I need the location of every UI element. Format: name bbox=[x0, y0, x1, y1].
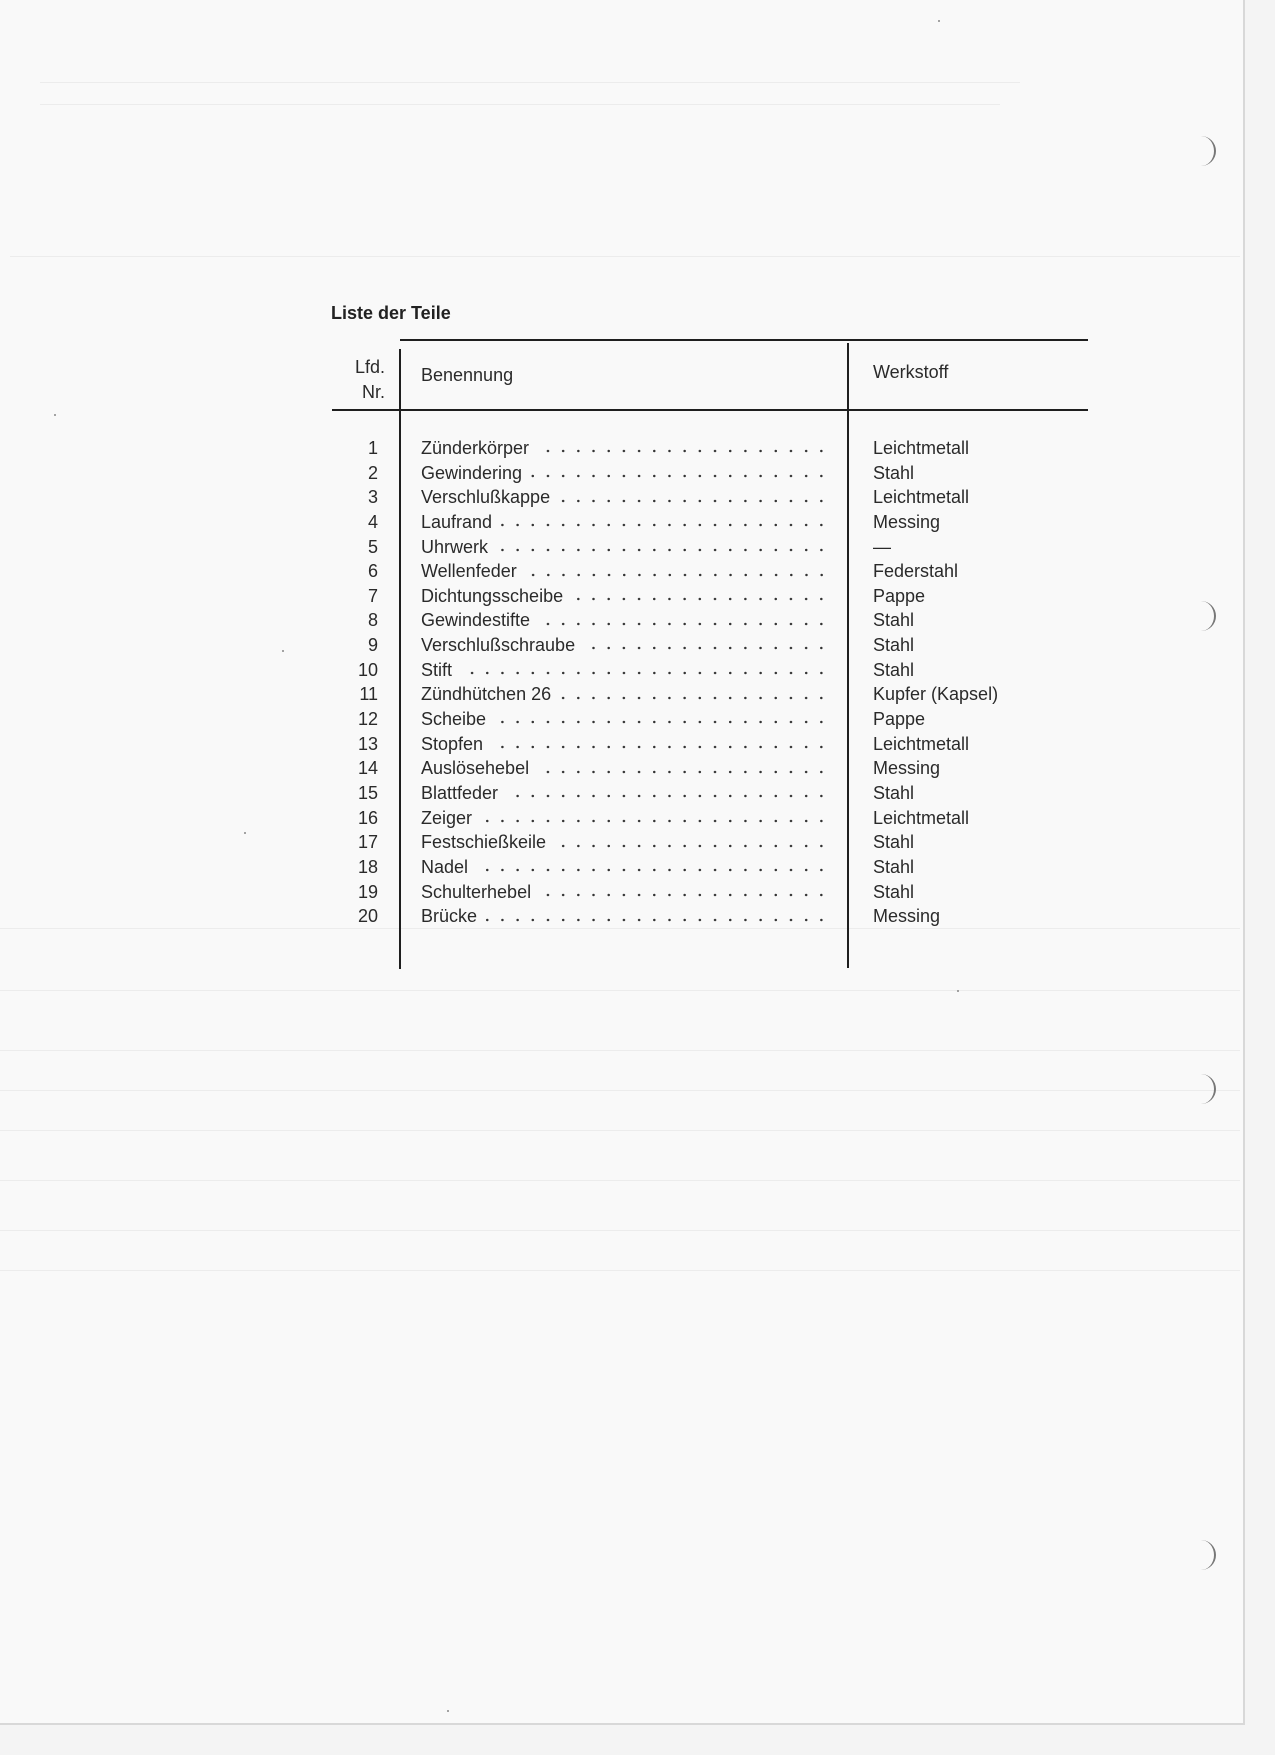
table-header-rule bbox=[332, 409, 1088, 411]
row-name: Laufrand bbox=[421, 511, 493, 532]
row-name: Gewindestifte bbox=[421, 610, 531, 631]
row-number: 18 bbox=[357, 856, 378, 877]
dot-leader bbox=[558, 499, 829, 503]
row-material: Pappe bbox=[873, 709, 926, 730]
row-name-cell bbox=[421, 436, 829, 461]
row-material: Stahl bbox=[873, 462, 915, 483]
dot-leader bbox=[480, 819, 829, 823]
dot-leader bbox=[559, 696, 829, 700]
row-material: Messing bbox=[873, 758, 941, 779]
row-name-cell bbox=[421, 855, 829, 880]
dot-leader bbox=[537, 770, 829, 774]
table-row bbox=[330, 535, 1090, 560]
row-name: Dichtungsscheibe bbox=[421, 585, 564, 606]
row-name: Stift bbox=[421, 659, 453, 680]
row-number: 17 bbox=[357, 832, 378, 853]
header-lfd-nr bbox=[345, 355, 385, 405]
table-row bbox=[330, 707, 1090, 732]
show-through-line bbox=[40, 82, 1020, 83]
header-lfd-line2: Nr. bbox=[361, 382, 385, 402]
row-name: Brücke bbox=[421, 906, 478, 927]
dot-leader bbox=[537, 449, 829, 453]
row-name-cell bbox=[421, 485, 829, 510]
page-edge-bottom bbox=[0, 1723, 1245, 1725]
row-name-cell bbox=[421, 535, 829, 560]
row-name-cell bbox=[421, 559, 829, 584]
dot-leader bbox=[506, 794, 829, 798]
row-name: Verschlußkappe bbox=[421, 487, 551, 508]
dot-leader bbox=[460, 671, 829, 675]
row-number: 8 bbox=[367, 610, 378, 631]
show-through-line bbox=[40, 104, 1000, 105]
row-material: Kupfer (Kapsel) bbox=[873, 684, 999, 705]
table-row bbox=[330, 904, 1090, 929]
row-name-cell bbox=[421, 510, 829, 535]
row-number: 4 bbox=[367, 511, 378, 532]
table-row bbox=[330, 485, 1090, 510]
scan-speck bbox=[282, 650, 284, 652]
row-material: Federstahl bbox=[873, 561, 959, 582]
scan-speck bbox=[244, 832, 246, 834]
row-name-cell bbox=[421, 904, 829, 929]
punch-hole-mark bbox=[1192, 136, 1216, 166]
show-through-line bbox=[0, 1130, 1240, 1131]
scan-speck bbox=[447, 1710, 449, 1712]
row-number: 2 bbox=[367, 462, 378, 483]
row-material: Leichtmetall bbox=[873, 807, 970, 828]
row-name: Auslösehebel bbox=[421, 758, 530, 779]
row-number: 19 bbox=[357, 881, 378, 902]
row-number: 5 bbox=[367, 536, 378, 557]
table-row bbox=[330, 880, 1090, 905]
parts-list bbox=[330, 436, 1090, 929]
row-name-cell bbox=[421, 732, 829, 757]
dot-leader bbox=[476, 868, 829, 872]
row-number: 16 bbox=[357, 807, 378, 828]
row-material: Stahl bbox=[873, 832, 915, 853]
row-name: Zeiger bbox=[421, 807, 473, 828]
dot-leader bbox=[554, 844, 829, 848]
row-name: Zündhütchen 26 bbox=[421, 684, 552, 705]
table-row bbox=[330, 830, 1090, 855]
row-name-cell bbox=[421, 584, 829, 609]
row-name: Stopfen bbox=[421, 733, 484, 754]
row-name-cell bbox=[421, 806, 829, 831]
row-material: Leichtmetall bbox=[873, 487, 970, 508]
row-material: Stahl bbox=[873, 782, 915, 803]
table-row bbox=[330, 781, 1090, 806]
table-top-rule bbox=[400, 339, 1088, 341]
row-material: — bbox=[873, 536, 891, 557]
row-material: Leichtmetall bbox=[873, 438, 970, 458]
header-werkstoff: Werkstoff bbox=[873, 362, 949, 382]
row-name: Scheibe bbox=[421, 709, 487, 730]
show-through-line bbox=[0, 1270, 1240, 1271]
row-material: Messing bbox=[873, 906, 941, 927]
row-number: 10 bbox=[357, 659, 378, 680]
scan-speck bbox=[938, 20, 940, 22]
scan-speck bbox=[957, 990, 959, 992]
show-through-line bbox=[0, 1180, 1240, 1181]
row-name-cell bbox=[421, 781, 829, 806]
row-name: Nadel bbox=[421, 856, 469, 877]
row-number: 1 bbox=[367, 438, 378, 458]
row-number: 6 bbox=[367, 561, 378, 582]
row-material: Pappe bbox=[873, 585, 926, 606]
dot-leader bbox=[496, 548, 829, 552]
table-row bbox=[330, 559, 1090, 584]
row-name-cell bbox=[421, 658, 829, 683]
dot-leader bbox=[525, 573, 829, 577]
row-name-cell bbox=[421, 830, 829, 855]
row-name: Blattfeder bbox=[421, 782, 499, 803]
page-edge-right bbox=[1243, 0, 1245, 1725]
table-row bbox=[330, 732, 1090, 757]
row-name-cell bbox=[421, 880, 829, 905]
table-row bbox=[330, 682, 1090, 707]
header-lfd-line1: Lfd. bbox=[354, 357, 385, 377]
punch-hole-mark bbox=[1192, 1540, 1216, 1570]
row-number: 7 bbox=[367, 585, 378, 606]
table-row bbox=[330, 633, 1090, 658]
row-number: 3 bbox=[367, 487, 378, 508]
dot-leader bbox=[485, 918, 829, 922]
table-row bbox=[330, 608, 1090, 633]
row-name-cell bbox=[421, 707, 829, 732]
row-number: 15 bbox=[357, 782, 378, 803]
dot-leader bbox=[583, 646, 829, 650]
document-title: Liste der Teile bbox=[331, 303, 451, 323]
row-name-cell bbox=[421, 633, 829, 658]
show-through-line bbox=[10, 256, 1240, 257]
row-number: 14 bbox=[357, 758, 378, 779]
scan-speck bbox=[54, 414, 56, 416]
punch-hole-mark bbox=[1192, 601, 1216, 631]
row-material: Stahl bbox=[873, 610, 915, 631]
row-name: Festschießkeile bbox=[421, 832, 547, 853]
row-name-cell bbox=[421, 756, 829, 781]
dot-leader bbox=[494, 720, 829, 724]
table-row bbox=[330, 436, 1090, 461]
row-name: Schulterhebel bbox=[421, 881, 532, 902]
show-through-line bbox=[0, 1090, 1240, 1091]
show-through-line bbox=[0, 1050, 1240, 1051]
dot-leader bbox=[500, 523, 829, 527]
row-name: Zünderkörper bbox=[421, 438, 530, 458]
row-name: Wellenfeder bbox=[421, 561, 517, 582]
dot-leader bbox=[491, 745, 829, 749]
dot-leader bbox=[538, 622, 829, 626]
row-number: 20 bbox=[357, 906, 378, 927]
row-number: 13 bbox=[357, 733, 378, 754]
table-row bbox=[330, 806, 1090, 831]
row-name: Uhrwerk bbox=[421, 536, 489, 557]
row-number: 9 bbox=[367, 635, 378, 656]
row-name-cell bbox=[421, 608, 829, 633]
table-row bbox=[330, 855, 1090, 880]
row-number: 11 bbox=[359, 684, 378, 705]
row-name: Verschlußschraube bbox=[421, 635, 576, 656]
table-row bbox=[330, 584, 1090, 609]
punch-hole-mark bbox=[1192, 1074, 1216, 1104]
table-row bbox=[330, 658, 1090, 683]
row-material: Leichtmetall bbox=[873, 733, 970, 754]
dot-leader bbox=[539, 893, 829, 897]
row-material: Stahl bbox=[873, 659, 915, 680]
table-row bbox=[330, 461, 1090, 486]
row-material: Stahl bbox=[873, 881, 915, 902]
row-name-cell bbox=[421, 461, 829, 486]
dot-leader bbox=[530, 474, 829, 478]
row-name-cell bbox=[421, 682, 829, 707]
row-number: 12 bbox=[357, 709, 378, 730]
table-row bbox=[330, 510, 1090, 535]
dot-leader bbox=[571, 597, 829, 601]
show-through-line bbox=[0, 990, 1240, 991]
row-material: Stahl bbox=[873, 856, 915, 877]
header-benennung: Benennung bbox=[421, 365, 514, 385]
show-through-line bbox=[0, 1230, 1240, 1231]
table-row bbox=[330, 756, 1090, 781]
row-material: Stahl bbox=[873, 635, 915, 656]
row-material: Messing bbox=[873, 511, 941, 532]
row-name: Gewindering bbox=[421, 462, 523, 483]
